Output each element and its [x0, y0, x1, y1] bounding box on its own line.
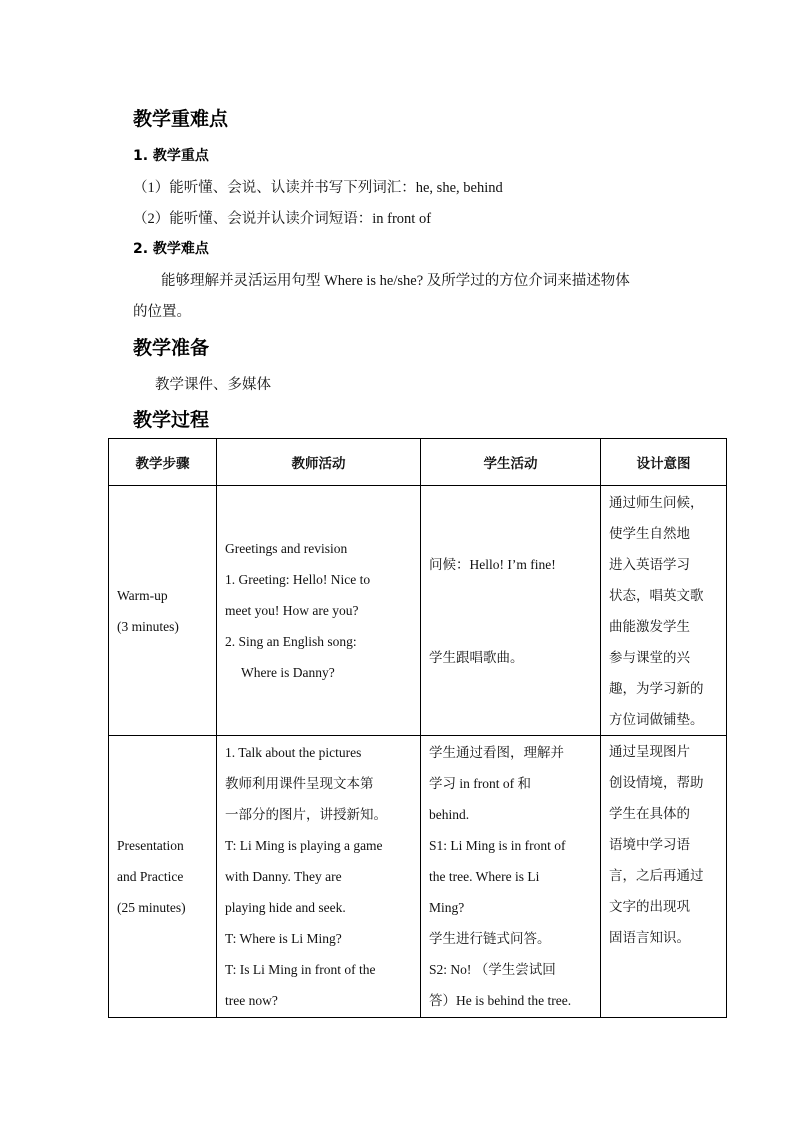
key-point-item-1: （1）能听懂、会说、认读并书写下列词汇：he, she, behind — [133, 180, 503, 196]
teacher-line: T: Is Li Ming in front of the — [225, 962, 376, 977]
header-design-intent: 设计意图 — [601, 439, 727, 486]
section-title-process: 教学过程 — [133, 409, 210, 431]
table-row — [109, 736, 727, 1018]
difficult-points-title: 2. 教学难点 — [133, 241, 209, 257]
preparation-text: 教学课件、多媒体 — [155, 377, 271, 393]
teacher-line: Where is Danny? — [241, 665, 335, 680]
teacher-line: playing hide and seek. — [225, 900, 346, 915]
teacher-line: 一部分的图片，讲授新知。 — [225, 807, 387, 822]
student-line: 问候：Hello! I’m fine! — [429, 556, 556, 572]
intent-line: 言，之后再通过 — [609, 868, 704, 883]
teacher-line: 1. Talk about the pictures — [225, 745, 362, 760]
teacher-line: 2. Sing an English song: — [225, 634, 357, 649]
header-teacher-activity: 教师活动 — [217, 439, 421, 486]
lesson-process-table — [108, 438, 727, 1018]
teacher-line: tree now? — [225, 993, 278, 1008]
design-intent-cell — [601, 486, 727, 736]
intent-line: 状态，唱英文歌 — [609, 587, 704, 603]
section-title-difficulty: 教学重难点 — [133, 108, 229, 130]
teacher-line: T: Li Ming is playing a game — [225, 838, 383, 853]
teacher-activity-cell — [217, 736, 421, 1018]
intent-line: 参与课堂的兴 — [609, 649, 690, 665]
student-line: 学生跟唱歌曲。 — [429, 649, 524, 665]
section-title-preparation: 教学准备 — [133, 337, 210, 359]
student-line: Ming? — [429, 900, 465, 915]
difficult-point-line-1: 能够理解并灵活运用句型 Where is he/she? 及所学过的方位介词来描述物体 — [161, 273, 630, 289]
teacher-line: 教师利用课件呈现文本第 — [225, 776, 374, 791]
key-point-item-2: （2）能听懂、会说并认读介词短语：in front of — [133, 211, 432, 227]
student-line: S1: Li Ming is in front of — [429, 838, 566, 853]
table-row — [109, 486, 727, 736]
teacher-line: T: Where is Li Ming? — [225, 931, 342, 946]
student-activity-cell — [421, 486, 601, 736]
teacher-line: Greetings and revision — [225, 541, 348, 556]
student-activity-cell — [421, 736, 601, 1018]
intent-line: 进入英语学习 — [609, 556, 690, 572]
difficult-point-line-2: 的位置。 — [133, 304, 191, 320]
intent-line: 固语言知识。 — [609, 930, 690, 945]
step-cell — [109, 736, 217, 1018]
step-cell — [109, 486, 217, 736]
header-student-activity: 学生活动 — [421, 439, 601, 486]
step-line: (3 minutes) — [117, 618, 179, 634]
header-step: 教学步骤 — [109, 439, 217, 486]
student-line: 学生通过看图，理解并 — [429, 745, 564, 760]
student-line: 学习 in front of 和 — [429, 776, 531, 791]
intent-line: 使学生自然地 — [609, 525, 690, 541]
intent-line: 趣，为学习新的 — [609, 680, 704, 696]
intent-line: 学生在具体的 — [609, 806, 690, 821]
step-line: Warm-up — [117, 587, 168, 603]
table-header-row — [109, 439, 727, 486]
design-intent-cell — [601, 736, 727, 1018]
intent-line: 创设情境，帮助 — [609, 775, 704, 790]
intent-line: 曲能激发学生 — [609, 618, 690, 634]
student-line: 学生进行链式问答。 — [429, 931, 551, 946]
intent-line: 通过师生问候， — [609, 494, 704, 510]
step-line: Presentation — [117, 838, 184, 853]
teacher-activity-cell — [217, 486, 421, 736]
step-line: (25 minutes) — [117, 900, 186, 915]
intent-line: 文字的出现巩 — [609, 899, 690, 914]
teacher-line: with Danny. They are — [225, 869, 342, 884]
key-points-title: 1. 教学重点 — [133, 148, 209, 164]
teacher-line: meet you! How are you? — [225, 603, 359, 618]
teacher-line: 1. Greeting: Hello! Nice to — [225, 572, 371, 587]
student-line: 答）He is behind the tree. — [429, 993, 572, 1008]
intent-line: 语境中学习语 — [609, 837, 690, 852]
student-line: behind. — [429, 807, 470, 822]
step-line: and Practice — [117, 869, 184, 884]
student-line: S2: No! （学生尝试回 — [429, 962, 556, 977]
student-line: the tree. Where is Li — [429, 869, 540, 884]
intent-line: 方位词做铺垫。 — [609, 711, 704, 727]
intent-line: 通过呈现图片 — [609, 744, 690, 759]
